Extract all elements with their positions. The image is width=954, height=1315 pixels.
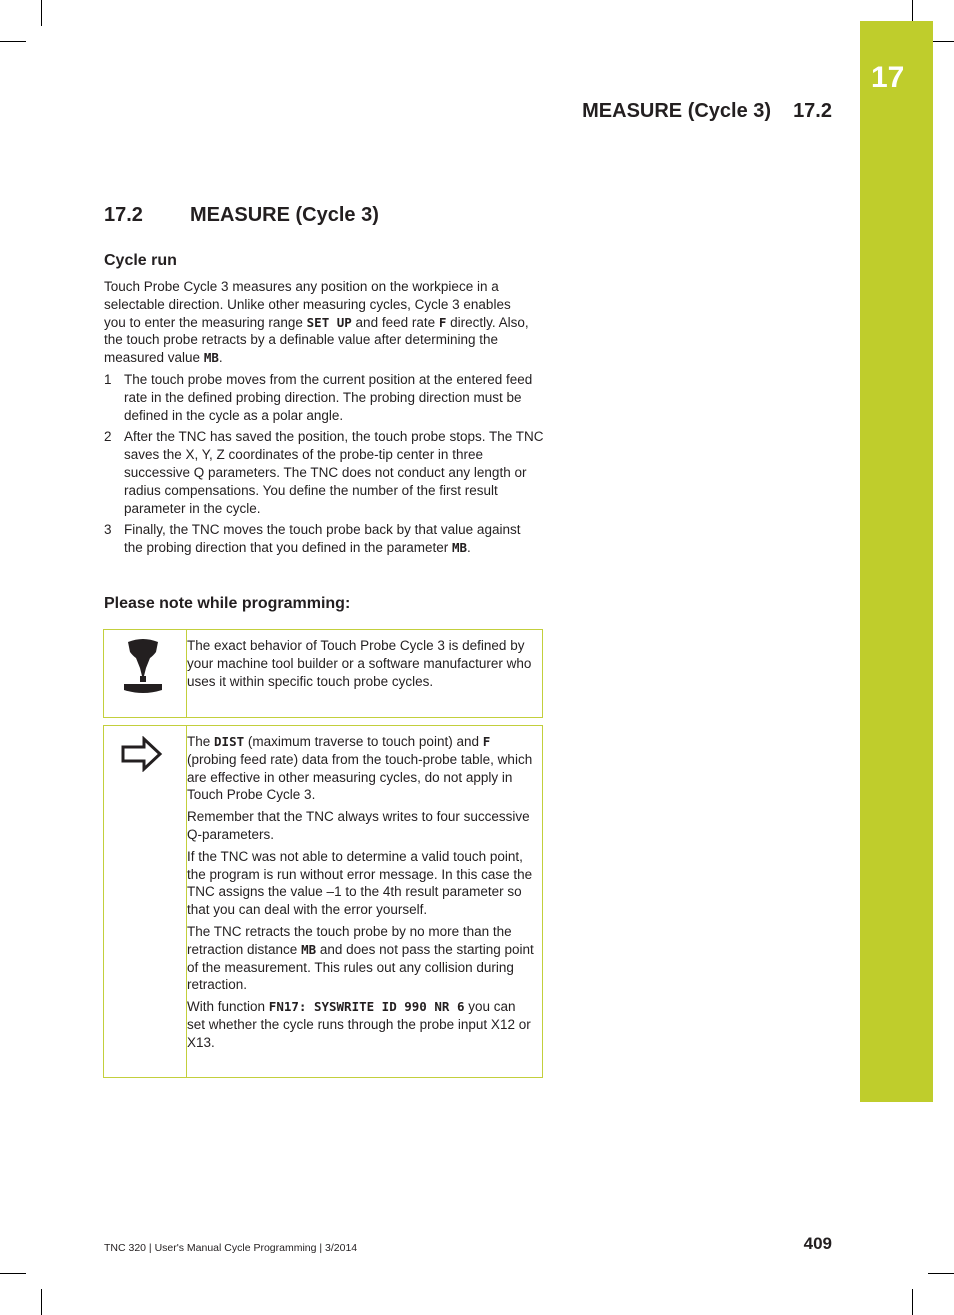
- step-number: 3: [104, 522, 112, 538]
- step-text: The touch probe moves from the current position at the entered feed rate in the defined probing direction. The probing direction must be defined in the cycle as a polar angle.: [124, 372, 533, 423]
- chapter-number: 17: [871, 61, 905, 94]
- section-title: [104, 204, 379, 227]
- crop-mark: [928, 1273, 954, 1274]
- list-item: [104, 521, 544, 557]
- step-text-part: Finally, the TNC moves the touch probe back by that value against the probing direction that you defined in the parameter: [124, 522, 521, 556]
- intro-text: and feed rate: [351, 314, 439, 330]
- note-divider: [186, 726, 187, 1077]
- note-text-part: you can set whether the cycle runs through the probe input X12 or X13.: [187, 999, 531, 1050]
- intro-text: Touch Probe Cycle 3 measures any position on the workpiece in a selectable direction. Unlike other measuring cycles, Cycle 3 enables you to enter the measuring range: [104, 279, 511, 330]
- note-paragraph: [187, 733, 534, 804]
- intro-text: .: [218, 350, 223, 366]
- keyword-mb: MB: [451, 540, 468, 556]
- section-number: 17.2: [104, 204, 143, 226]
- note-text-part: and does not pass the starting point of the measurement. This rules out any collision during retraction.: [187, 941, 534, 993]
- keyword-f: F: [482, 734, 491, 749]
- keyword-mb: MB: [203, 350, 219, 366]
- note-text-part: (maximum traverse to touch point) and: [244, 734, 483, 749]
- crop-mark: [41, 1289, 42, 1315]
- list-item: [104, 428, 544, 517]
- note-text-part: (probing feed rate) data from the touch-probe table, which are effective in other measuring cycles, do not apply in Touch Probe Cycle 3.: [187, 751, 533, 803]
- note-text: [187, 726, 542, 1064]
- step-text-part: .: [467, 540, 471, 556]
- cycle-run-heading: Cycle run: [104, 252, 177, 269]
- keyword-dist: DIST: [214, 734, 245, 749]
- running-head-number: 17.2: [793, 100, 832, 122]
- keyword-mb: MB: [301, 941, 317, 957]
- keyword-fn17: FN17: SYSWRITE ID 990 NR 6: [268, 999, 465, 1015]
- intro-text: directly. Also, the touch probe retracts by a definable value after determining the measured value: [104, 314, 529, 366]
- note-text-part: With function: [187, 999, 269, 1015]
- step-number: 2: [104, 429, 112, 445]
- cycle-steps: [104, 371, 544, 561]
- step-text: After the TNC has saved the position, the touch probe stops. The TNC saves the X, Y, Z coordinates of the probe-tip center in three successive Q parameters. The TNC does not conduct any length or radius compensations. You define the number of the first result parameter in the cycle.: [124, 429, 544, 516]
- note-text-part: The: [187, 734, 215, 749]
- chapter-tab: [860, 21, 933, 1102]
- arrow-right-icon: [120, 736, 164, 777]
- note-paragraph: If the TNC was not able to determine a valid touch point, the program is run without error message. In this case the TNC assigns the value –1 to the 4th result parameter so that you can deal with the error yourself.: [187, 848, 533, 918]
- note-paragraph: The exact behavior of Touch Probe Cycle 3 is defined by your machine tool builder or a software manufacturer who uses it within specific touch probe cycles.: [187, 638, 532, 689]
- crop-mark: [0, 41, 26, 42]
- list-item: [104, 371, 544, 424]
- crop-mark: [41, 0, 42, 26]
- crop-mark: [912, 1289, 913, 1315]
- footer-text: TNC 320 | User's Manual Cycle Programming | 3/2014: [104, 1242, 358, 1254]
- note-text: [187, 630, 542, 702]
- running-head-title: MEASURE (Cycle 3): [582, 100, 772, 122]
- machine-note-icon: [118, 638, 168, 703]
- section-title-text: MEASURE (Cycle 3): [189, 204, 379, 226]
- note-paragraph: Remember that the TNC always writes to four successive Q-parameters.: [187, 809, 530, 842]
- keyword-set-up: SET UP: [306, 314, 352, 330]
- keyword-f: F: [438, 314, 447, 330]
- note-divider: [186, 630, 187, 717]
- note-box-info: [103, 725, 543, 1078]
- page-number: 409: [803, 1234, 832, 1253]
- cycle-run-intro: [104, 278, 529, 367]
- programming-notes-heading: Please note while programming:: [104, 595, 351, 612]
- crop-mark: [0, 1273, 26, 1274]
- note-paragraph: [187, 923, 534, 994]
- step-text: [124, 521, 544, 557]
- step-number: 1: [104, 372, 112, 387]
- note-box-machine: [103, 629, 543, 718]
- running-head: [582, 100, 832, 123]
- note-paragraph: [187, 998, 534, 1051]
- note-text-part: The TNC retracts the touch probe by no more than the retraction distance: [187, 923, 512, 957]
